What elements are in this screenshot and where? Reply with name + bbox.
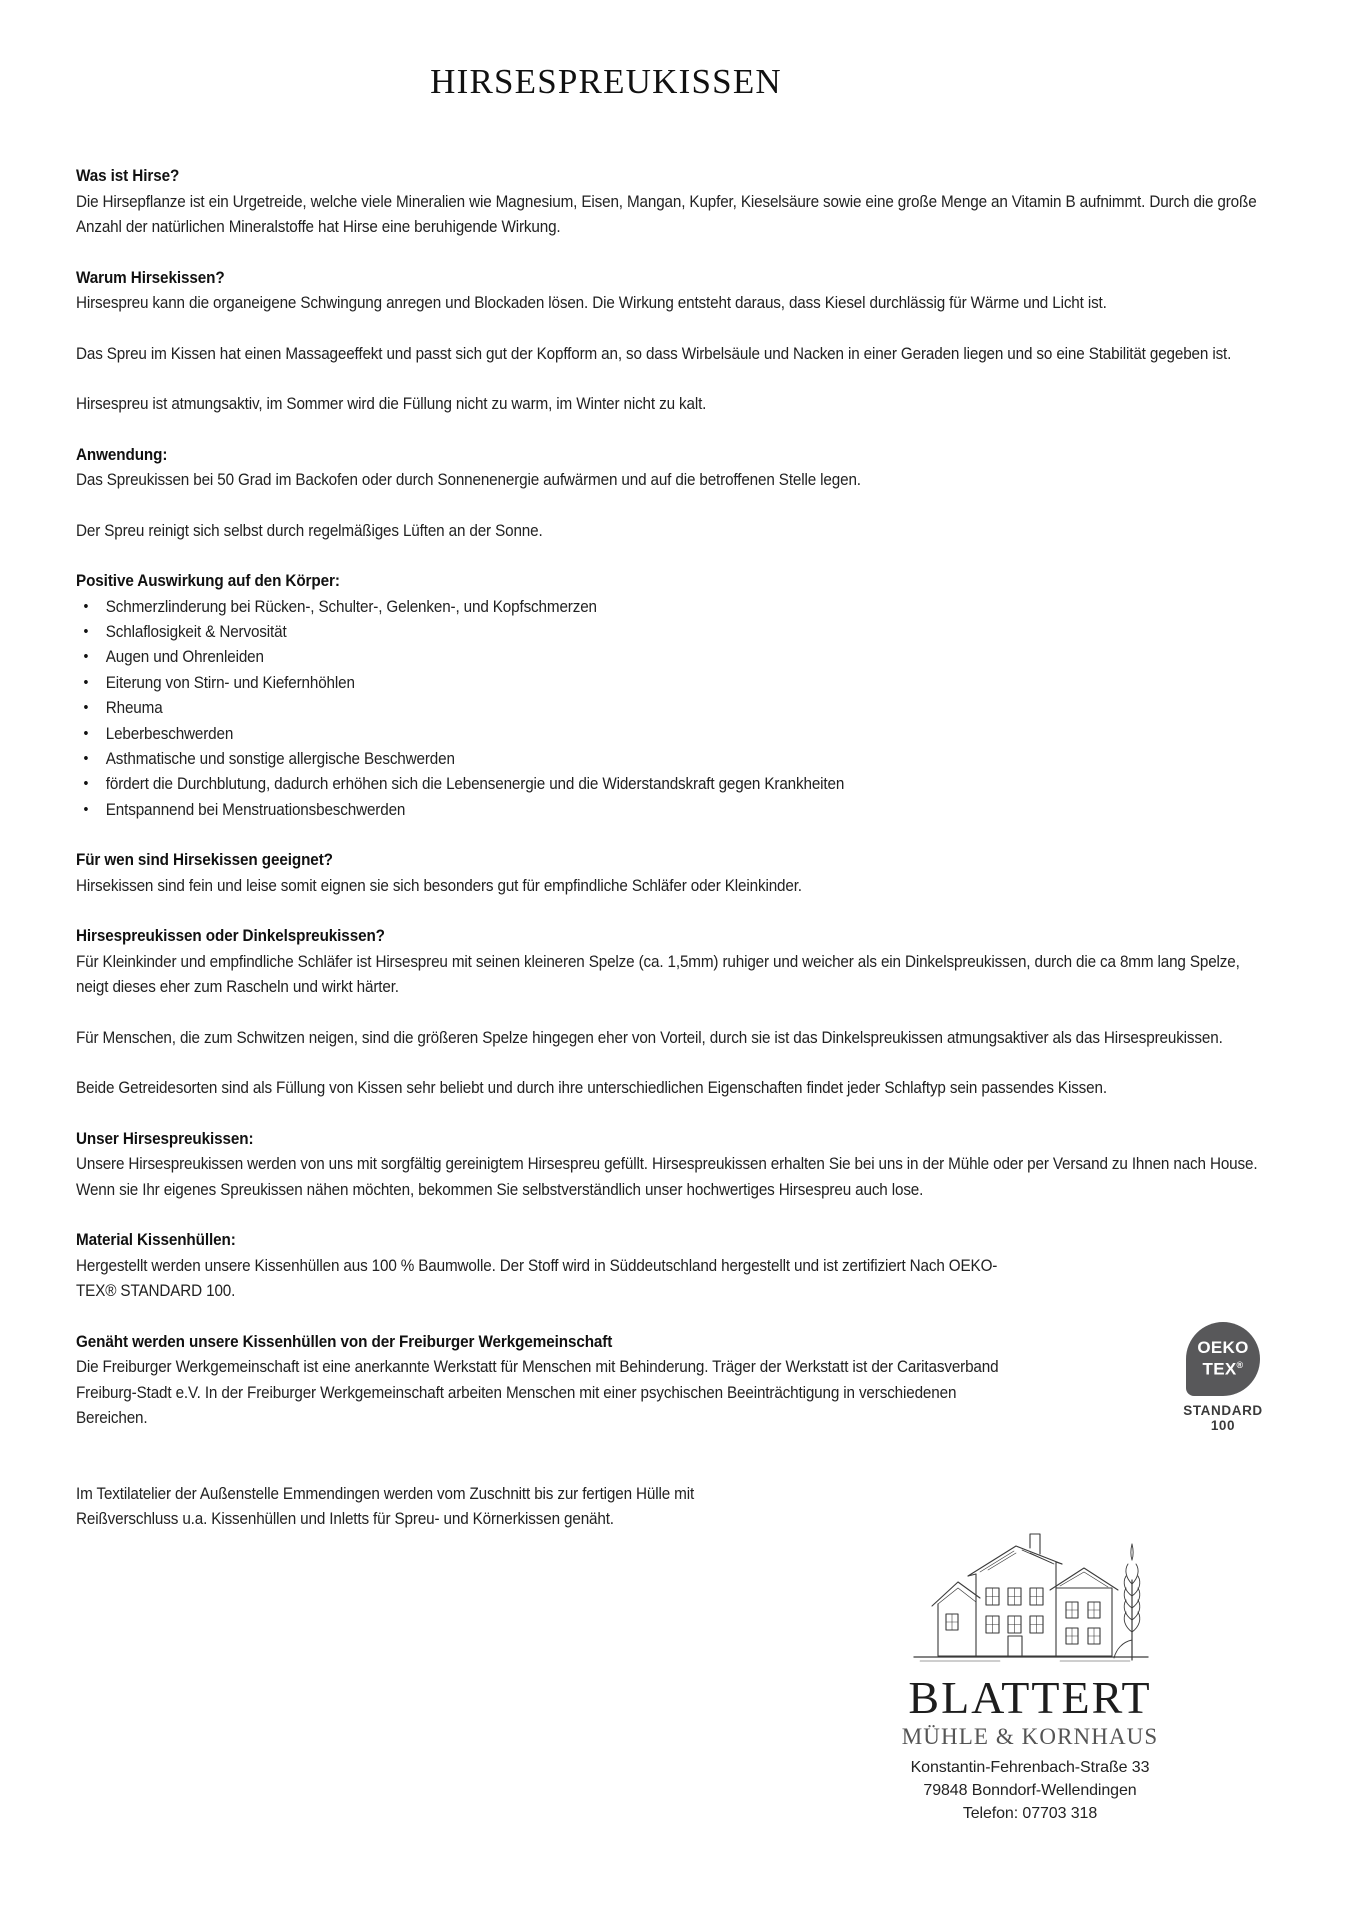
spacer bbox=[76, 317, 1266, 342]
page-title: HIRSESPREUKISSEN bbox=[430, 62, 782, 101]
oeko-tex-line2 bbox=[1203, 1356, 1244, 1379]
document-content bbox=[76, 62, 1286, 1533]
section-text-dinkel-3: Beide Getreidesorten sind als Füllung von Kissen sehr beliebt und durch ihre unterschiedlichen Eigenschaften findet jeder Schlaftyp sein passendes Kissen. bbox=[76, 1079, 1107, 1098]
spacer bbox=[76, 418, 1266, 443]
brand-name: BLATTERT bbox=[908, 1672, 1152, 1723]
oeko-tex-standard-label: STANDARD bbox=[1183, 1403, 1263, 1418]
oeko-tex-drop-icon bbox=[1186, 1322, 1260, 1396]
section-text-anwendung-2: Der Spreu reinigt sich selbst durch regelmäßiges Lüften an der Sonne. bbox=[76, 521, 543, 540]
oeko-tex-badge bbox=[1168, 1322, 1278, 1433]
section-heading-hirse-oder-dinkel: Hirsespreukissen oder Dinkelspreukissen? bbox=[76, 927, 385, 946]
list-item: • Asthmatische und sonstige allergische Beschwerden bbox=[76, 747, 1266, 772]
company-logo bbox=[880, 1518, 1180, 1825]
section-heading-anwendung: Anwendung: bbox=[76, 445, 168, 464]
spacer bbox=[76, 544, 1266, 569]
benefits-list bbox=[76, 595, 1266, 824]
spacer bbox=[76, 1432, 1266, 1457]
company-address bbox=[880, 1756, 1180, 1825]
address-city: 79848 Bonndorf-Wellendingen bbox=[923, 1782, 1137, 1799]
section-text-dinkel-1: Für Kleinkinder und empfindliche Schläfer ist Hirsespreu mit seinen kleineren Spelze (ca. 1,5mm) ruhiger und weicher als ein Dinkelspreukissen, durch die ca 8mm lang Spelze, neigt dieses eher zum Rascheln und wirkt härter. bbox=[76, 952, 1240, 997]
section-heading-was-ist-hirse: Was ist Hirse? bbox=[76, 167, 180, 185]
list-item: • fördert die Durchblutung, dadurch erhöhen sich die Lebensenergie und die Widerstandskraft gegen Krankheiten bbox=[76, 772, 1266, 797]
list-item: • Augen und Ohrenleiden bbox=[76, 645, 1266, 670]
section-heading-warum-hirsekissen: Warum Hirsekissen? bbox=[76, 268, 225, 287]
spacer bbox=[76, 1001, 1266, 1026]
section-text-warum-3: Hirsespreu ist atmungsaktiv, im Sommer wird die Füllung nicht zu warm, im Winter nicht zu kalt. bbox=[76, 395, 707, 413]
list-item: • Entspannend bei Menstruationsbeschwerden bbox=[76, 798, 1266, 823]
section-text-genaeht-1: Die Freiburger Werkgemeinschaft ist eine anerkannte Werkstatt für Menschen mit Behinderung. Träger der Werkstatt ist der Caritasverband Freiburg-Stadt e.V. In der Freiburger Werkgemeinschaft arbeiten Menschen mit einer psychischen Beeinträchtigung in verschiedenen Bereichen. bbox=[76, 1358, 999, 1428]
spacer bbox=[76, 899, 1266, 924]
list-item: • Eiterung von Stirn- und Kiefernhöhlen bbox=[76, 671, 1266, 696]
spacer bbox=[76, 1203, 1266, 1228]
list-item: • Leberbeschwerden bbox=[76, 722, 1266, 747]
section-heading-fuer-wen: Für wen sind Hirsekissen geeignet? bbox=[76, 851, 333, 870]
spacer bbox=[76, 241, 1266, 266]
section-text-dinkel-2: Für Menschen, die zum Schwitzen neigen, sind die größeren Spelze hingegen eher von Vorteil, durch sie ist das Dinkelspreukissen atmungsaktiver als das Hirsespreukissen. bbox=[76, 1028, 1223, 1047]
mill-illustration-svg bbox=[880, 1518, 1180, 1678]
section-text-anwendung-1: Das Spreukissen bei 50 Grad im Backofen oder durch Sonnenenergie aufwärmen und auf die betroffenen Stelle legen. bbox=[76, 471, 861, 489]
list-item: • Rheuma bbox=[76, 696, 1266, 721]
section-text-fuer-wen: Hirsekissen sind fein und leise somit eignen sie sich besonders gut für empfindliche Schläfer oder Kleinkinder. bbox=[76, 876, 802, 895]
section-text-was-ist-hirse: Die Hirsepflanze ist ein Urgetreide, welche viele Mineralien wie Magnesium, Eisen, Mangan, Kupfer, Kieselsäure sowie eine große Menge an Vitamin B aufnimmt. Durch die große Anzahl der natürlichen Mineralstoffe hat Hirse eine beruhigende Wirkung. bbox=[76, 192, 1257, 236]
section-text-warum-2: Das Spreu im Kissen hat einen Massageeffekt und passt sich gut der Kopfform an, so dass Wirbelsäule und Nacken in einer Geraden liegen und so eine Stabilität gegeben ist. bbox=[76, 344, 1232, 363]
section-heading-material: Material Kissenhüllen: bbox=[76, 1231, 236, 1250]
section-heading-unser-hirsespreukissen: Unser Hirsespreukissen: bbox=[76, 1129, 254, 1148]
list-item: • Schmerzlinderung bei Rücken-, Schulter-, Gelenken-, und Kopfschmerzen bbox=[76, 595, 1266, 620]
list-item: • Schlaflosigkeit & Nervosität bbox=[76, 620, 1266, 645]
section-text-material: Hergestellt werden unsere Kissenhüllen aus 100 % Baumwolle. Der Stoff wird in Süddeutschland hergestellt und ist zertifiziert Nach OEKO-TEX® STANDARD 100. bbox=[76, 1256, 998, 1301]
registered-mark: ® bbox=[1236, 1360, 1244, 1371]
oeko-tex-line1: OEKO bbox=[1197, 1338, 1249, 1358]
spacer bbox=[76, 494, 1266, 519]
section-text-unser-hirsespreukissen: Unsere Hirsespreukissen werden von uns mit sorgfältig gereinigtem Hirsespreu gefüllt. Hirsespreukissen erhalten Sie bei uns in der Mühle oder per Versand zu Ihnen nach House. Wenn sie Ihr eigenes Spreukissen nähen möchten, bekommen Sie selbstverständlich unser hochwertiges Hirsespreu auch lose. bbox=[76, 1155, 1258, 1199]
oeko-tex-standard-number: 100 bbox=[1210, 1418, 1236, 1433]
spacer bbox=[76, 367, 1266, 392]
address-phone: Telefon: 07703 318 bbox=[962, 1805, 1098, 1822]
spacer bbox=[76, 1102, 1266, 1127]
section-text-warum-1: Hirsespreu kann die organeigene Schwingung anregen und Blockaden lösen. Die Wirkung entsteht daraus, dass Kiesel durchlässig für Wärme und Licht ist. bbox=[76, 294, 1107, 312]
spacer bbox=[76, 1051, 1266, 1076]
document-body bbox=[76, 164, 1266, 1533]
section-heading-positive-auswirkung: Positive Auswirkung auf den Körper: bbox=[76, 572, 340, 590]
spacer bbox=[76, 823, 1266, 848]
spacer bbox=[76, 1457, 1266, 1482]
section-heading-genaeht: Genäht werden unsere Kissenhüllen von der Freiburger Werkgemeinschaft bbox=[76, 1332, 613, 1351]
section-text-genaeht-2: Im Textilatelier der Außenstelle Emmendingen werden vom Zuschnitt bis zur fertigen Hülle mit Reißverschluss u.a. Kissenhüllen und Inletts für Spreu- und Körnerkissen genäht. bbox=[76, 1484, 695, 1529]
oeko-tex-line2-text: TEX bbox=[1202, 1359, 1237, 1379]
brand-subtitle: MÜHLE & KORNHAUS bbox=[901, 1724, 1159, 1749]
spacer bbox=[76, 1305, 1266, 1330]
address-street: Konstantin-Fehrenbach-Straße 33 bbox=[910, 1759, 1150, 1776]
mill-building-illustration bbox=[880, 1518, 1180, 1678]
